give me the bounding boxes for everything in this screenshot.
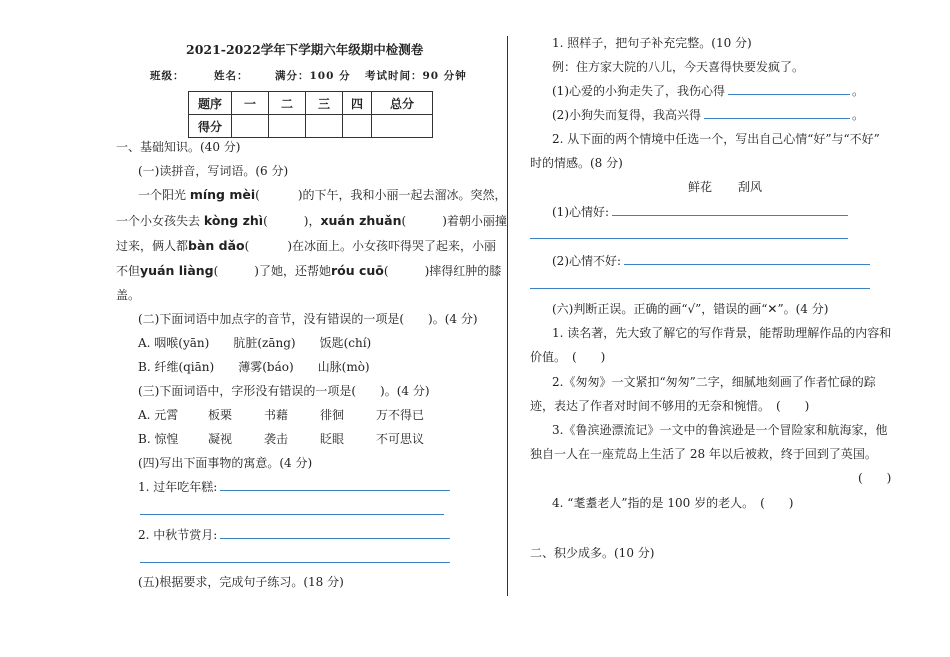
q1-line-3: 过来，俩人都bàn dǎo( )在冰面上。小女孩吓得哭了起来，小丽 <box>116 238 497 253</box>
r1-example: 例：住方家大院的八儿，今天喜得快要发疯了。 <box>552 60 805 74</box>
pinyin: míng mèi <box>189 187 256 202</box>
r2-item-1: (1)心情好: <box>552 205 610 219</box>
q6-title: (六)判断正误。正确的画“√”，错误的画“✕”。(4 分) <box>552 302 829 316</box>
q3-title: (三)下面词语中，字形没有错误的一项是( )。(4 分) <box>138 384 430 398</box>
q1-line-5: 盖。 <box>116 288 141 302</box>
score-header-cell: 总分 <box>372 92 433 115</box>
score-header-cell: 二 <box>269 92 306 115</box>
score-header-cell: 题序 <box>189 92 232 115</box>
q4-item-1: 1. 过年吃年糕: <box>138 480 218 494</box>
r2-option-1: 鲜花 <box>688 180 713 194</box>
score-cell[interactable] <box>343 115 372 138</box>
score-cell[interactable] <box>306 115 343 138</box>
pinyin: kòng zhì <box>203 213 264 228</box>
answer-line[interactable] <box>140 562 450 563</box>
score-header-cell: 四 <box>343 92 372 115</box>
q1-line-4: 不但yuán liàng( )了她，还帮她róu cuō( )摔得红肿的膝 <box>116 263 502 278</box>
answer-line[interactable] <box>704 118 850 119</box>
answer-line[interactable] <box>612 215 848 216</box>
answer-line[interactable] <box>728 94 850 95</box>
exam-time: 考试时间：90 分钟 <box>365 70 467 82</box>
score-table <box>188 91 433 138</box>
q6-item-1: 1. 读名著，先大致了解它的写作背景，能帮助理解作品的内容和 <box>552 326 892 340</box>
r2-option-2: 刮风 <box>738 180 763 194</box>
score-cell[interactable] <box>269 115 306 138</box>
period: 。 <box>852 108 865 122</box>
q2-option-b: B. 纤维(qiān) 薄雾(báo) 山脉(mò) <box>138 360 370 374</box>
q2-option-a: A. 咽喉(yān) 肮脏(zāng) 饭匙(chí) <box>138 336 372 350</box>
answer-line[interactable] <box>530 238 848 239</box>
class-label: 班级： <box>150 70 185 82</box>
q1-line-1: 一个阳光 míng mèi( )的下午，我和小丽一起去溜冰。突然， <box>138 187 507 202</box>
score-row-label: 得分 <box>189 115 232 138</box>
q6-item-3-bracket: ( ) <box>858 471 892 485</box>
r2-item-2: (2)心情不好: <box>552 254 622 268</box>
q3-option-a: A. 元霄 板栗 书藉 徘徊 万不得已 <box>138 408 425 422</box>
q2-title: (二)下面词语中加点字的音节，没有错误的一项是( )。(4 分) <box>138 312 478 326</box>
section-1-title: 一、基础知识。(40 分) <box>116 140 241 154</box>
q6-item-1-cont: 价值。 ( ) <box>530 350 606 364</box>
q6-item-2-cont: 迹，表达了作者对时间不够用的无奈和惋惜。 ( ) <box>530 399 810 413</box>
q3-option-b: B. 惊惶 凝视 袭击 眨眼 不可思议 <box>138 432 425 446</box>
pinyin: yuán liàng <box>140 263 214 278</box>
q1-line-2: 一个小女孩失去 kòng zhì( )，xuán zhuǎn( )着朝小丽撞 <box>116 213 507 228</box>
q4-item-2: 2. 中秋节赏月: <box>138 528 218 542</box>
answer-line[interactable] <box>530 288 870 289</box>
q6-item-2: 2.《匆匆》一文紧扣“匆匆”二字，细腻地刻画了作者忙碌的踪 <box>552 375 876 389</box>
score-header-cell: 三 <box>306 92 343 115</box>
q1-title: (一)读拼音，写词语。(6 分) <box>138 164 289 178</box>
q6-item-4: 4. “耄耋老人”指的是 100 岁的老人。 ( ) <box>552 496 794 510</box>
r1-item-1: (1)心爱的小狗走失了，我伤心得 <box>552 84 725 98</box>
name-label: 姓名： <box>214 70 249 82</box>
full-score: 满分：100 分 <box>275 70 351 82</box>
answer-line[interactable] <box>220 490 450 491</box>
q4-title: (四)写出下面事物的寓意。(4 分) <box>138 456 313 470</box>
r1-title: 1. 照样子，把句子补充完整。(10 分) <box>552 36 752 50</box>
period: 。 <box>852 84 865 98</box>
section-2-title: 二、积少成多。(10 分) <box>530 546 655 560</box>
pinyin: bàn dǎo <box>188 238 245 253</box>
q6-item-3: 3.《鲁滨逊漂流记》一文中的鲁滨逊是一个冒险家和航海家，他 <box>552 423 888 437</box>
exam-title: 2021-2022学年下学期六年级期中检测卷 <box>186 42 424 57</box>
pinyin: xuán zhuǎn <box>320 213 402 228</box>
score-cell[interactable] <box>372 115 433 138</box>
column-divider <box>507 36 508 596</box>
answer-line[interactable] <box>220 538 450 539</box>
r2-title: 2. 从下面的两个情境中任选一个，写出自己心情“好”与“不好” <box>552 132 880 146</box>
answer-line[interactable] <box>140 514 444 515</box>
pinyin: róu cuō <box>331 263 384 278</box>
r1-item-2: (2)小狗失而复得，我高兴得 <box>552 108 701 122</box>
q6-item-3-cont: 独自一人在一座荒岛上生活了 28 年以后被救，终于回到了英国。 <box>530 447 877 461</box>
r2-title-cont: 时的情感。(8 分) <box>530 156 623 170</box>
score-cell[interactable] <box>232 115 269 138</box>
score-header-cell: 一 <box>232 92 269 115</box>
answer-line[interactable] <box>624 264 870 265</box>
q5-title: (五)根据要求，完成句子练习。(18 分) <box>138 575 344 589</box>
